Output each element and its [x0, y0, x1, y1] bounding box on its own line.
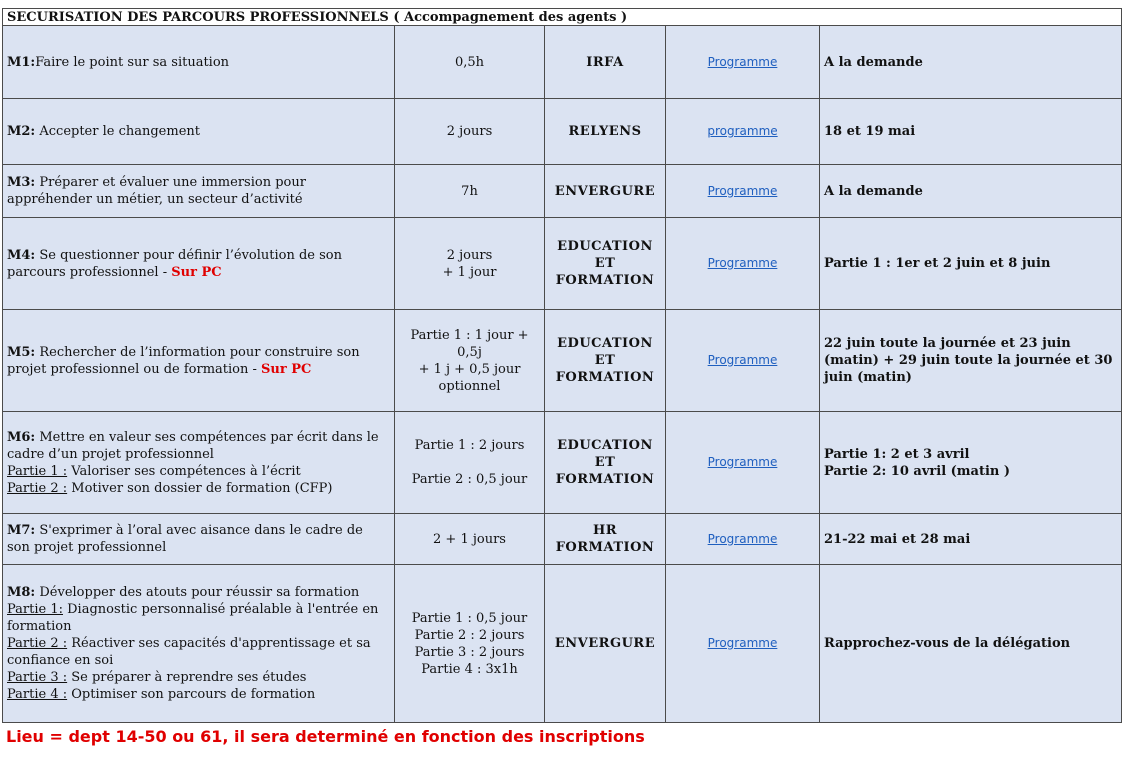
module-title: Accepter le changement	[35, 124, 200, 139]
organisation-line: ET	[594, 455, 616, 470]
duration-line: Partie 1 : 2 jours	[414, 438, 525, 453]
module-part	[7, 601, 389, 635]
schedule-line: Rapprochez-vous de la délégation	[824, 636, 1071, 651]
module-description-cell	[3, 514, 395, 565]
module-description-cell	[3, 26, 395, 99]
module-title: S'exprimer à l’oral avec aisance dans le cadre de son projet professionnel	[7, 523, 363, 555]
duration-line: 2 jours	[446, 247, 493, 263]
programme-cell	[666, 565, 820, 723]
schedule-cell	[820, 165, 1122, 218]
module-part	[7, 669, 389, 686]
module-code: M4:	[7, 247, 36, 263]
duration-cell	[395, 412, 545, 514]
programme-cell	[666, 165, 820, 218]
programme-cell	[666, 310, 820, 412]
organisation-line: FORMATION	[555, 540, 655, 555]
schedule-line: A la demande	[824, 54, 923, 70]
module-part	[7, 463, 389, 480]
programme-cell	[666, 514, 820, 565]
organisation-cell	[545, 26, 666, 99]
organisation-line: ENVERGURE	[554, 183, 656, 199]
programme-link[interactable]: Programme	[707, 455, 778, 469]
schedule-cell	[820, 412, 1122, 514]
module-part-text: Optimiser son parcours de formation	[67, 687, 316, 702]
programme-link[interactable]: programme	[707, 124, 778, 138]
module-part-text: Se préparer à reprendre ses études	[67, 670, 307, 685]
organisation-cell	[545, 565, 666, 723]
programme-cell	[666, 26, 820, 99]
schedule-line: A la demande	[824, 183, 923, 199]
pc-flag: Sur PC	[261, 361, 312, 377]
schedule-line: 21-22 mai et 28 mai	[824, 531, 971, 547]
schedule-line: Partie 2: 10 avril (matin )	[824, 463, 1011, 479]
organisation-line: FORMATION	[555, 273, 655, 288]
organisation-line: HR	[592, 523, 618, 538]
module-description-cell	[3, 218, 395, 310]
module-code: M6:	[7, 429, 36, 445]
duration-line: optionnel	[438, 378, 501, 394]
table-row	[3, 218, 1122, 310]
programme-cell	[666, 412, 820, 514]
organisation-line: ENVERGURE	[554, 636, 656, 651]
duration-cell	[395, 310, 545, 412]
programme-link[interactable]: Programme	[707, 54, 778, 69]
duration-line: 2 + 1 jours	[433, 531, 506, 547]
duration-cell	[395, 26, 545, 99]
organisation-line: ET	[594, 353, 616, 368]
module-code: M5:	[7, 344, 36, 360]
organisation-line: EDUCATION	[557, 336, 653, 351]
organisation-cell	[545, 310, 666, 412]
organisation-cell	[545, 99, 666, 165]
organisation-cell	[545, 165, 666, 218]
duration-cell	[395, 218, 545, 310]
module-code: M2:	[7, 124, 36, 139]
module-description-cell	[3, 310, 395, 412]
duration-cell	[395, 514, 545, 565]
organisation-cell	[545, 412, 666, 514]
module-code: M3:	[7, 175, 36, 190]
programme-link[interactable]: Programme	[707, 256, 778, 270]
schedule-cell	[820, 310, 1122, 412]
module-part-text: Diagnostic personnalisé préalable à l'entrée en formation	[7, 602, 379, 634]
module-part-label: Partie 2 :	[7, 636, 68, 651]
location-footnote: Lieu = dept 14-50 ou 61, il sera determiné en fonction des inscriptions	[6, 727, 645, 746]
duration-cell	[395, 165, 545, 218]
organisation-cell	[545, 218, 666, 310]
duration-cell	[395, 565, 545, 723]
duration-line: Partie 2 : 2 jours	[414, 627, 525, 643]
table-row	[3, 165, 1122, 218]
table-row	[3, 99, 1122, 165]
schedule-cell	[820, 514, 1122, 565]
module-title: Se questionner pour définir l’évolution de son parcours professionnel -	[7, 247, 342, 280]
module-part-text: Valoriser ses compétences à l’écrit	[67, 463, 301, 479]
module-part	[7, 686, 389, 703]
module-part-label: Partie 1 :	[7, 463, 68, 479]
programme-link[interactable]: Programme	[707, 531, 778, 546]
module-part-label: Partie 4 :	[7, 687, 68, 702]
programme-link[interactable]: Programme	[707, 636, 778, 650]
module-description-cell	[3, 165, 395, 218]
organisation-cell	[545, 514, 666, 565]
organisation-line: ET	[594, 256, 616, 271]
organisation-line: EDUCATION	[557, 239, 653, 254]
schedule-line: 22 juin toute la journée et 23 juin (matin) + 29 juin toute la journée et 30 juin (matin)	[824, 336, 1113, 385]
duration-line: Partie 1 : 0,5 jour	[411, 610, 528, 626]
module-part-text: Réactiver ses capacités d'apprentissage et sa confiance en soi	[7, 636, 371, 668]
module-part-label: Partie 2 :	[7, 480, 68, 496]
duration-line: + 1 j + 0,5 jour	[418, 361, 521, 377]
duration-line: Partie 1 : 1 jour + 0,5j	[410, 327, 529, 360]
programme-cell	[666, 218, 820, 310]
module-description-cell	[3, 565, 395, 723]
module-code: M7:	[7, 523, 36, 538]
module-part	[7, 635, 389, 669]
schedule-cell	[820, 99, 1122, 165]
duration-line: 7h	[461, 183, 478, 199]
duration-line: Partie 2 : 0,5 jour	[411, 472, 528, 487]
schedule-line: Partie 1: 2 et 3 avril	[824, 446, 970, 462]
organisation-line: EDUCATION	[557, 438, 653, 453]
schedule-cell	[820, 565, 1122, 723]
module-part	[7, 480, 389, 497]
organisation-line: IRFA	[586, 54, 624, 70]
programme-cell	[666, 99, 820, 165]
module-title: Rechercher de l’information pour construire son projet professionnel ou de formation -	[7, 344, 360, 377]
duration-line: 2 jours	[446, 124, 493, 139]
duration-line: Partie 4 : 3x1h	[421, 661, 518, 677]
module-description-cell	[3, 412, 395, 514]
module-description-cell	[3, 99, 395, 165]
table-title: SECURISATION DES PARCOURS PROFESSIONNELS ( Accompagnement des agents )	[3, 9, 1122, 26]
schedule-line: 18 et 19 mai	[824, 124, 916, 139]
schedule-cell	[820, 26, 1122, 99]
module-title: Préparer et évaluer une immersion pour appréhender un métier, un secteur d’activité	[7, 175, 306, 207]
module-part-label: Partie 3 :	[7, 670, 68, 685]
programme-link[interactable]: Programme	[707, 183, 778, 198]
module-title: Développer des atouts pour réussir sa formation	[35, 585, 360, 600]
organisation-line: FORMATION	[555, 370, 655, 385]
module-code: M8:	[7, 585, 36, 600]
duration-line: 0,5h	[454, 54, 485, 70]
module-code: M1:	[7, 54, 36, 70]
duration-line: + 1 jour	[442, 264, 497, 280]
table-row	[3, 514, 1122, 565]
pc-flag: Sur PC	[171, 264, 222, 280]
duration-cell	[395, 99, 545, 165]
duration-gap	[400, 454, 539, 471]
module-part-text: Motiver son dossier de formation (CFP)	[67, 480, 333, 496]
schedule-cell	[820, 218, 1122, 310]
duration-line: Partie 3 : 2 jours	[414, 644, 525, 660]
organisation-line: FORMATION	[555, 472, 655, 487]
programme-link[interactable]: Programme	[707, 353, 778, 367]
training-table	[2, 8, 1122, 723]
table-row	[3, 412, 1122, 514]
module-part-label: Partie 1:	[7, 602, 63, 617]
module-title: Faire le point sur sa situation	[35, 54, 230, 70]
table-row	[3, 565, 1122, 723]
module-title: Mettre en valeur ses compétences par écrit dans le cadre d’un projet professionnel	[7, 429, 379, 462]
organisation-line: RELYENS	[568, 124, 642, 139]
schedule-line: Partie 1 : 1er et 2 juin et 8 juin	[824, 256, 1051, 271]
table-row	[3, 310, 1122, 412]
title-row	[3, 9, 1122, 26]
table-row	[3, 26, 1122, 99]
